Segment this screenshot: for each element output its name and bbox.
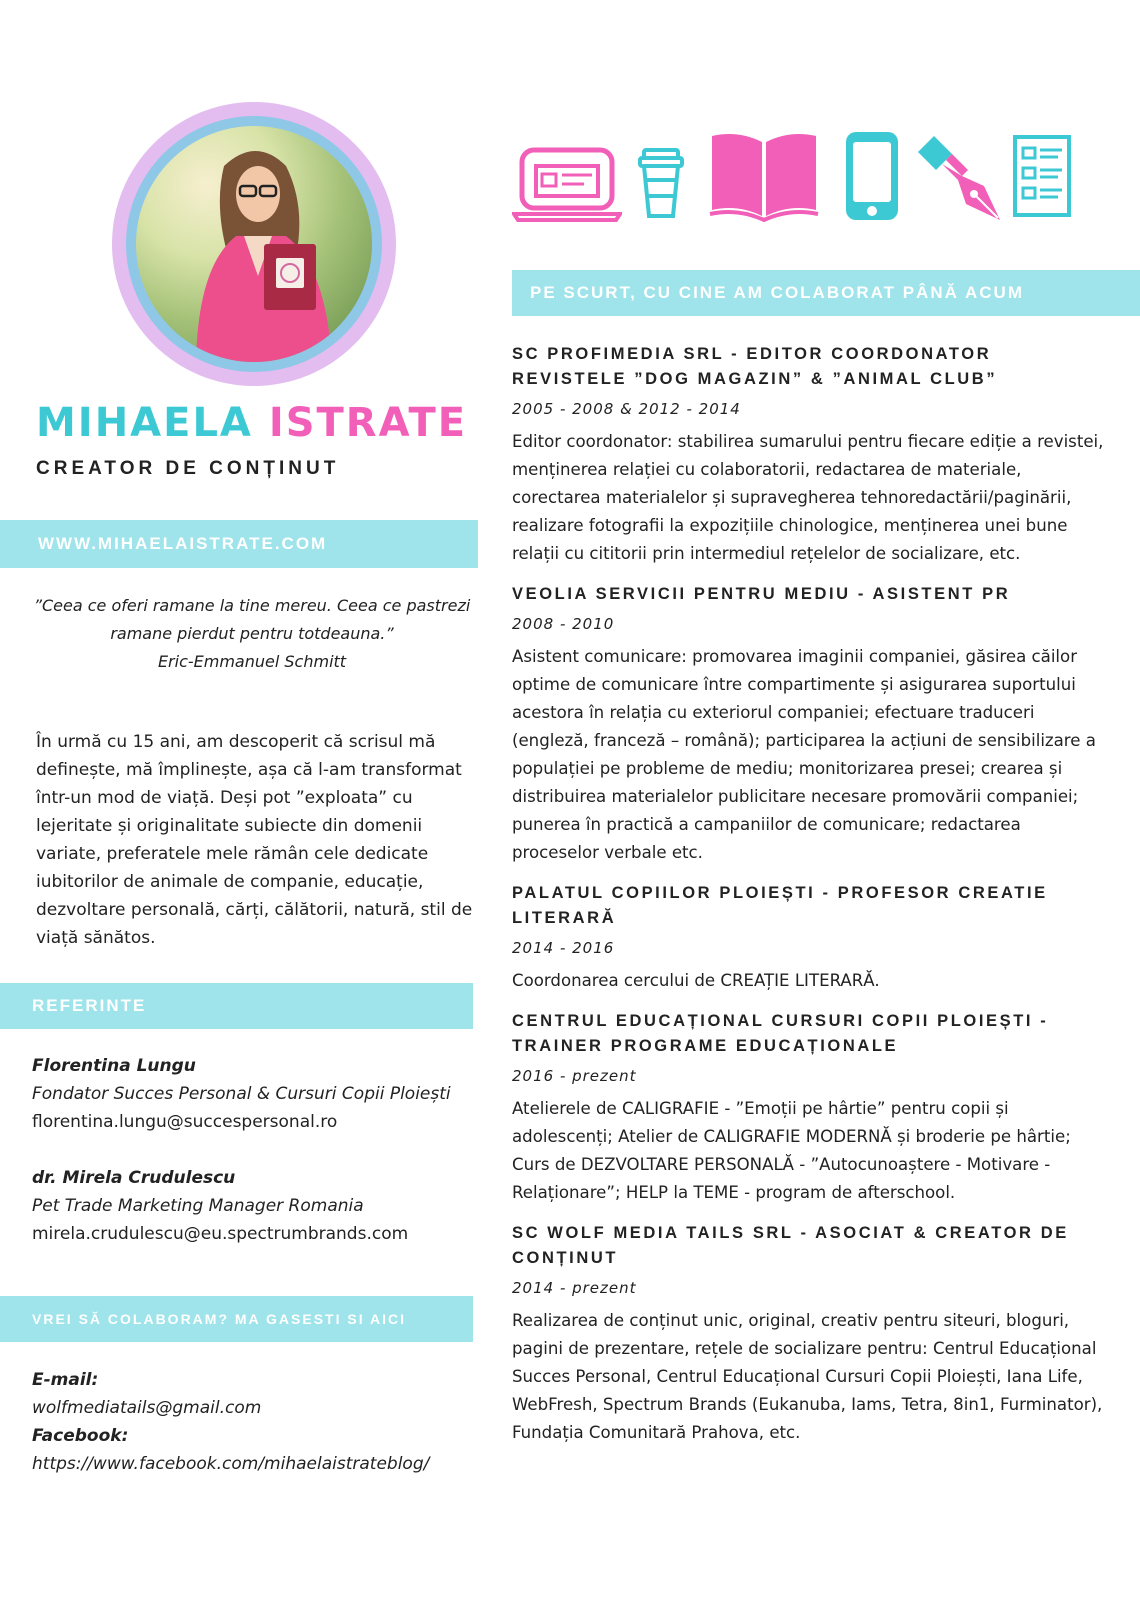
- profile-photo: [136, 126, 372, 362]
- avatar: [112, 102, 396, 386]
- job-description: Atelierele de CALIGRAFIE - ”Emoții pe hârtie” pentru copii și adolescenți; Atelier de CALIGRAFIE MODERNĂ și broderie pe hârtie; Curs de DEZVOLTARE PERSONALĂ - ”Autocunoaștere - Motivare - Relaționare”; HELP la TEME - program de afterschool.: [512, 1099, 1071, 1202]
- reference-name: Florentina Lungu: [32, 1056, 196, 1076]
- job-period: 2014 - 2016: [512, 939, 615, 957]
- experience-heading: PE SCURT, CU CINE AM COLABORAT PÂNĂ ACUM: [512, 270, 1140, 316]
- reference-name: dr. Mirela Crudulescu: [32, 1168, 236, 1188]
- document-list-icon: [1012, 134, 1072, 218]
- job-title: PALATUL COPIILOR PLOIEȘTI - PROFESOR CREATIE LITERARĂ: [512, 884, 1048, 927]
- contact-email[interactable]: wolfmediatails@gmail.com: [32, 1398, 262, 1418]
- full-name: [36, 400, 467, 446]
- job-period: 2016 - prezent: [512, 1067, 637, 1085]
- job-entry: [512, 881, 1112, 995]
- email-label: E-mail:: [32, 1370, 99, 1390]
- references-heading: REFERINTE: [0, 983, 473, 1029]
- smartphone-icon: [844, 130, 900, 222]
- reference-email[interactable]: mirela.crudulescu@eu.spectrumbrands.com: [32, 1224, 409, 1244]
- reference-title: Pet Trade Marketing Manager Romania: [32, 1196, 364, 1216]
- quote-line: ramane pierdut pentru totdeauna.”: [110, 624, 394, 643]
- laptop-icon: [512, 144, 622, 224]
- job-entry: [512, 582, 1112, 867]
- job-title: SC PROFIMEDIA SRL - EDITOR COORDONATOR REVISTELE ”DOG MAGAZIN” & ”ANIMAL CLUB”: [512, 345, 998, 388]
- reference-title: Fondator Succes Personal & Cursuri Copii Ploiești: [32, 1084, 451, 1104]
- about-text: În urmă cu 15 ani, am descoperit că scrisul mă definește, mă împlinește, așa că l-am transformat într-un mod de viață. Deși pot ”exploata” cu lejeritate și originalitate subiecte din domenii variate, preferatele mele rămân cele dedicate iubitorilor de animale de companie, educație, dezvoltare personală, cărți, călătorii, natură, stil de viață sănătos.: [36, 732, 473, 948]
- facebook-label: Facebook:: [32, 1426, 129, 1446]
- job-title: CENTRUL EDUCAȚIONAL CURSURI COPII PLOIEȘTI - TRAINER PROGRAME EDUCAȚIONALE: [512, 1012, 1049, 1055]
- quote-author: Eric-Emmanuel Schmitt: [157, 652, 347, 671]
- job-description: Realizarea de conținut unic, original, creativ pentru siteuri, bloguri, pagini de prezentare, rețele de socializare pentru: Centrul Educațional Succes Personal, Centrul Educațional Cursuri Copii Ploiești, Iana Life, WebFresh, Spectrum Brands (Eukanuba, Iams, Tetra, 8in1, Furminator), Fundația Comunitară Prahova, etc.: [512, 1311, 1103, 1442]
- contact-info: [32, 1366, 472, 1478]
- last-name: ISTRATE: [268, 400, 468, 446]
- job-entry: [512, 1221, 1112, 1447]
- contact-heading: VREI SĂ COLABORAM? MA GASESTI SI AICI: [0, 1296, 473, 1342]
- reference-item: [32, 1052, 472, 1136]
- job-title: SC WOLF MEDIA TAILS SRL - ASOCIAT & CREATOR DE CONȚINUT: [512, 1224, 1069, 1267]
- references-list: [32, 1052, 472, 1248]
- job-role: CREATOR DE CONȚINUT: [36, 458, 340, 479]
- job-description: Asistent comunicare: promovarea imaginii companiei, găsirea căilor optime de comunicare între compartimente și asigurarea suportului acestora în relația cu exteriorul companiei; efectuare traduceri (engleză, franceză – română); participarea la acțiuni de sensibilizare a populației pe probleme de mediu; monitorizarea presei; crearea și distribuirea materialelor publicitare necesare promovării companiei; punerea în practică a campaniilor de comunicare; redactarea proceselor verbale etc.: [512, 647, 1096, 862]
- first-name: MIHAELA: [36, 400, 253, 446]
- profile-photo-illustration: [136, 126, 372, 362]
- open-book-icon: [708, 130, 820, 222]
- job-period: 2014 - prezent: [512, 1279, 637, 1297]
- job-title: VEOLIA SERVICII PENTRU MEDIU - ASISTENT PR: [512, 585, 1011, 603]
- facebook-link[interactable]: https://www.facebook.com/mihaelaistrateblog/: [32, 1454, 430, 1474]
- icon-strip: [512, 130, 1092, 230]
- job-description: Editor coordonator: stabilirea sumarului pentru fiecare ediție a revistei, menținerea relației cu colaboratorii, redactarea de materiale, corectarea materialelor și supravegherea tehnoredactării/paginării, realizare fotografii la expozițiile chinologice, menținerea unei bune relații cu cititorii prin intermediul rețelelor de socializare, etc.: [512, 432, 1104, 563]
- job-period: 2005 - 2008 & 2012 - 2014: [512, 400, 741, 418]
- coffee-cup-icon: [636, 148, 686, 220]
- experience-list: [512, 342, 1112, 1461]
- reference-email[interactable]: florentina.lungu@succespersonal.ro: [32, 1112, 338, 1132]
- quote-line: ”Ceea ce oferi ramane la tine mereu. Ceea ce pastrezi: [33, 596, 471, 615]
- job-entry: [512, 342, 1112, 568]
- reference-item: [32, 1164, 472, 1248]
- job-description: Coordonarea cercului de CREAȚIE LITERARĂ.: [512, 971, 880, 990]
- quote: [30, 592, 474, 676]
- fountain-pen-icon: [916, 134, 1002, 222]
- website-link[interactable]: WWW.MIHAELAISTRATE.COM: [0, 520, 478, 568]
- job-period: 2008 - 2010: [512, 615, 615, 633]
- job-entry: [512, 1009, 1112, 1207]
